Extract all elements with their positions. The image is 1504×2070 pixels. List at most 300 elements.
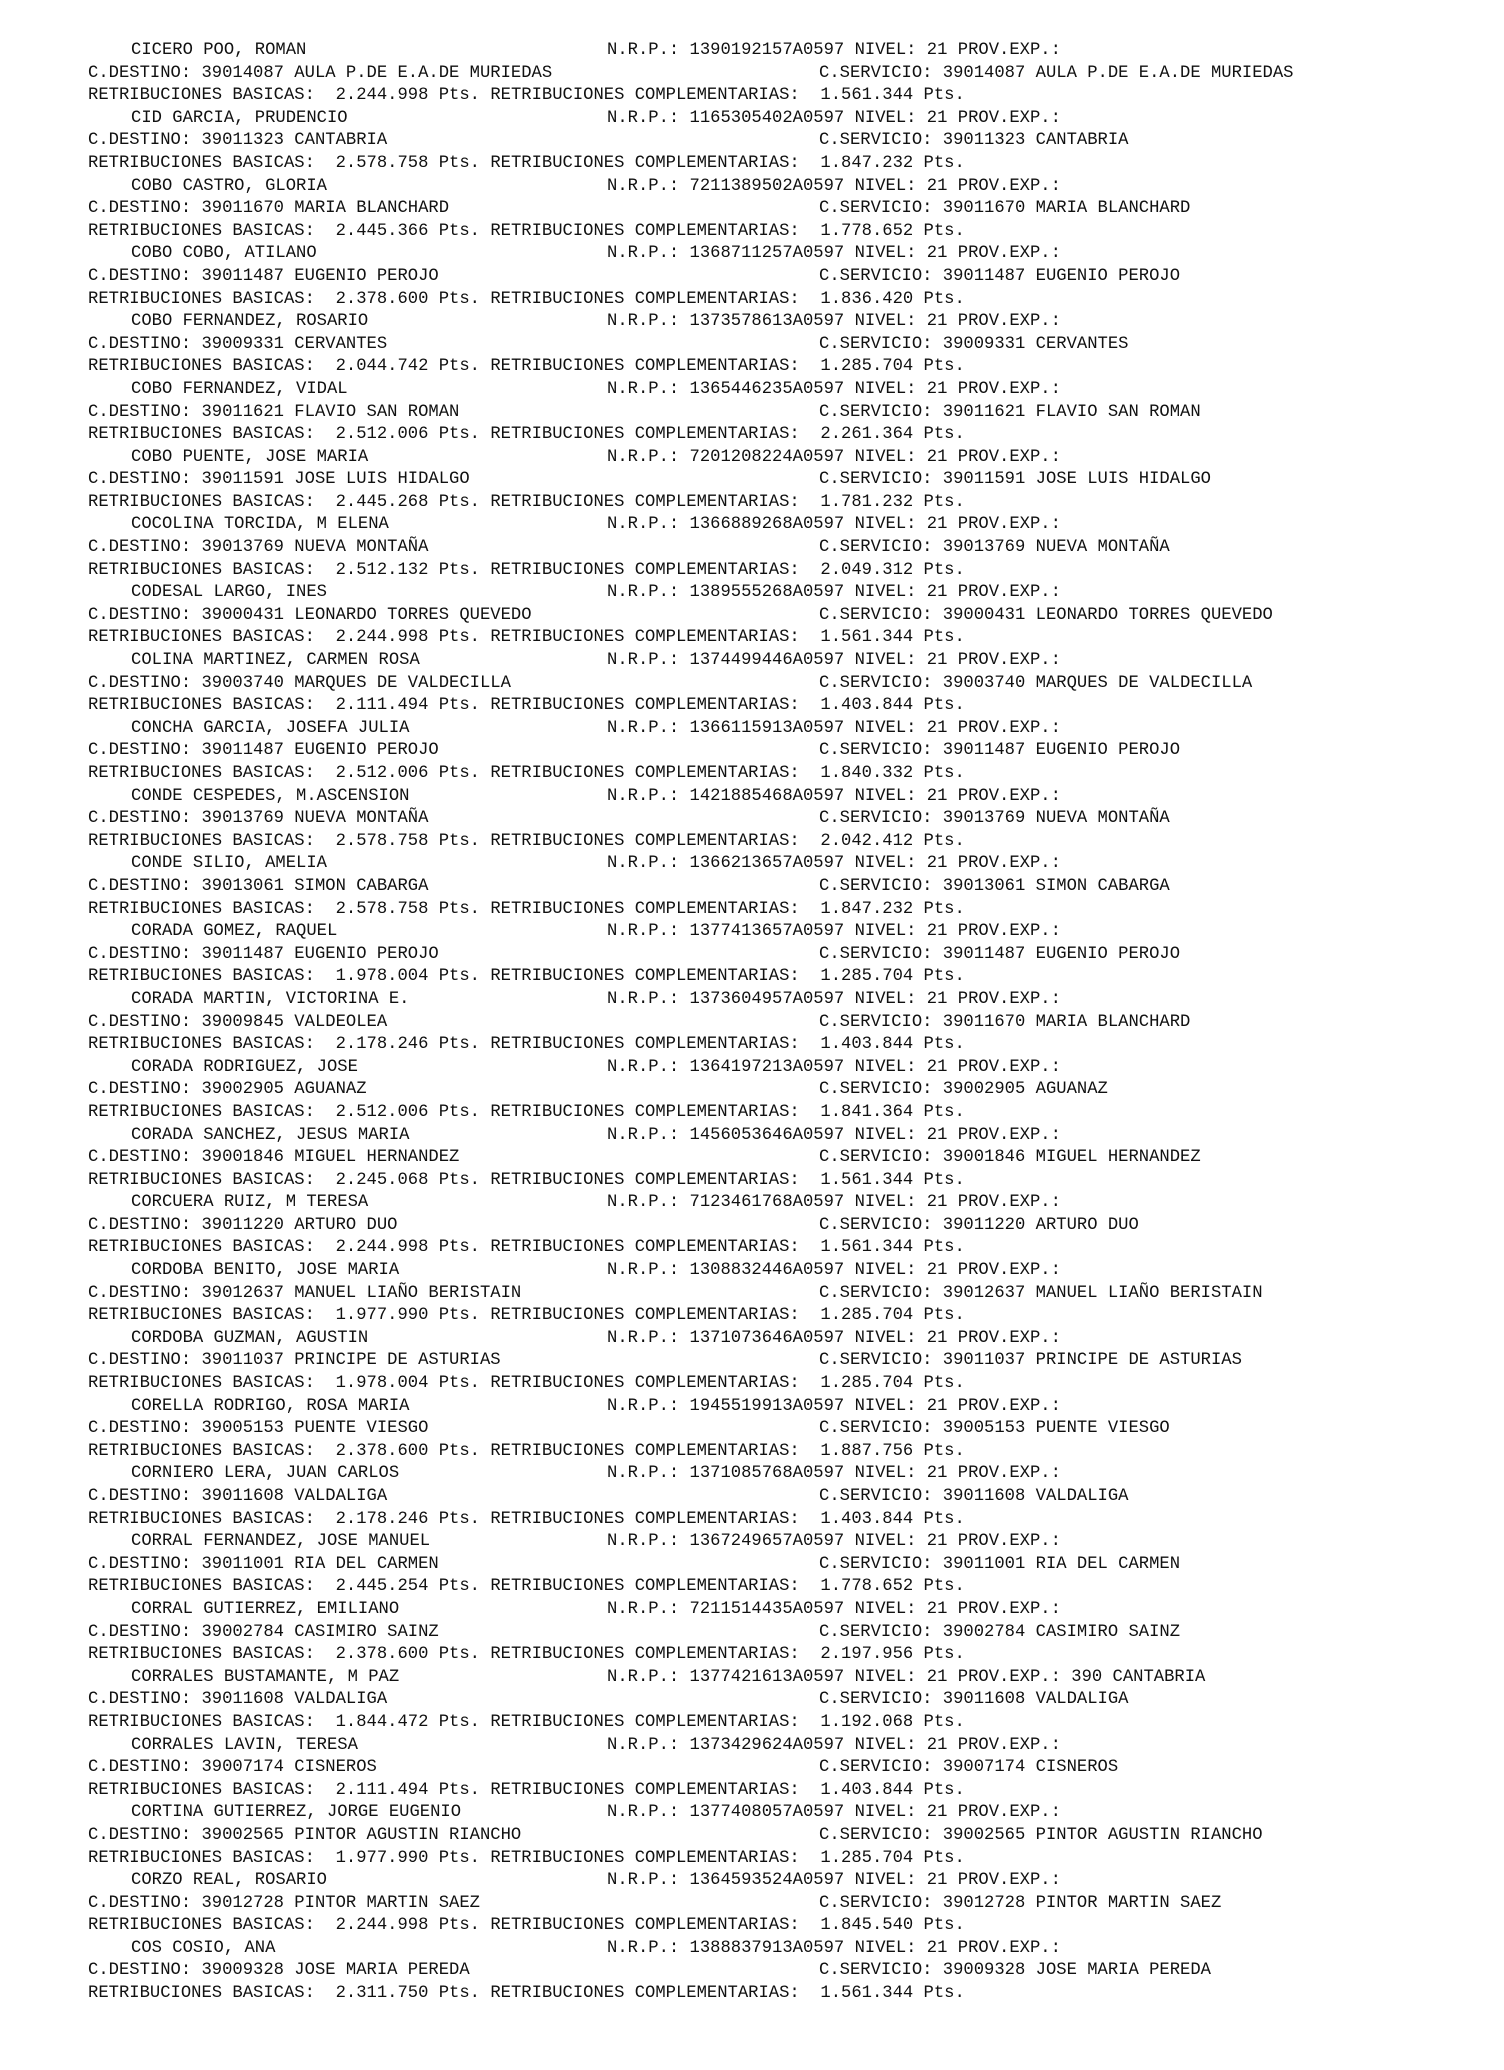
employee-record <box>88 1463 1488 1531</box>
servicio-field <box>819 130 1128 153</box>
employee-name: COBO COBO, ATILANO <box>131 244 317 264</box>
nivel-value: 21 <box>926 1193 948 1213</box>
record-name-line <box>88 447 1488 470</box>
servicio-value: 39011323 CANTABRIA <box>942 131 1129 151</box>
nrp-label: N.R.P.: <box>607 447 680 467</box>
pts-unit: Pts. <box>923 1780 965 1800</box>
servicio-label: C.SERVICIO: <box>819 876 933 896</box>
nivel-label: NIVEL: <box>854 1464 917 1484</box>
nrp-value: 1377413657A0597 <box>689 922 845 942</box>
complementarias-value: 1.561.344 <box>820 1238 914 1258</box>
employee-record <box>88 108 1488 176</box>
servicio-value: 39002905 AGUANAZ <box>942 1080 1108 1100</box>
servicio-value: 39011670 MARIA BLANCHARD <box>942 199 1191 219</box>
destino-field <box>88 1960 470 1983</box>
nrp-label: N.R.P.: <box>607 1193 680 1213</box>
registration-info <box>607 1667 1205 1690</box>
prov-label: PROV.EXP.: <box>957 583 1061 603</box>
record-destination-line <box>88 402 1488 425</box>
pts-unit: Pts. <box>438 221 480 241</box>
pts-unit: Pts. <box>923 1848 965 1868</box>
nrp-value: 7211514435A0597 <box>689 1599 845 1619</box>
nivel-label: NIVEL: <box>854 583 917 603</box>
employee-name: CONDE SILIO, AMELIA <box>131 854 327 874</box>
servicio-label: C.SERVICIO: <box>819 809 933 829</box>
basicas-label: RETRIBUCIONES BASICAS: <box>88 831 315 851</box>
servicio-label: C.SERVICIO: <box>819 1893 933 1913</box>
basicas-label: RETRIBUCIONES BASICAS: <box>88 289 315 309</box>
basicas-label: RETRIBUCIONES BASICAS: <box>88 967 315 987</box>
destino-value: 39013769 NUEVA MONTAÑA <box>201 809 429 829</box>
nivel-value: 21 <box>926 176 948 196</box>
destino-field <box>88 605 532 628</box>
prov-label: PROV.EXP.: <box>957 1396 1061 1416</box>
servicio-value: 39000431 LEONARDO TORRES QUEVEDO <box>942 605 1273 625</box>
prov-label: PROV.EXP.: <box>957 854 1061 874</box>
nrp-label: N.R.P.: <box>607 176 680 196</box>
complementarias-value: 1.778.652 <box>820 221 914 241</box>
nivel-label: NIVEL: <box>854 651 917 671</box>
pts-unit: Pts. <box>923 425 965 445</box>
record-salary-line <box>88 1373 1488 1396</box>
servicio-label: C.SERVICIO: <box>819 1487 933 1506</box>
registration-info <box>607 243 1061 266</box>
prov-label: PROV.EXP.: <box>957 176 1061 196</box>
destino-label: C.DESTINO: <box>88 199 192 219</box>
record-name-line <box>88 1599 1488 1622</box>
servicio-field <box>819 266 1180 289</box>
basicas-value: 1.977.990 <box>335 1306 429 1326</box>
complementarias-label: RETRIBUCIONES COMPLEMENTARIAS: <box>490 425 800 445</box>
record-name-line <box>88 1667 1488 1690</box>
pts-unit: Pts. <box>923 628 965 648</box>
pts-unit: Pts. <box>438 1238 480 1258</box>
employee-name: COLINA MARTINEZ, CARMEN ROSA <box>131 651 420 671</box>
destino-field <box>88 876 428 899</box>
servicio-value: 39011621 FLAVIO SAN ROMAN <box>942 402 1201 422</box>
record-destination-line <box>88 469 1488 492</box>
servicio-value: 39011487 EUGENIO PEROJO <box>942 266 1181 286</box>
pts-unit: Pts. <box>923 967 965 987</box>
employee-record <box>88 582 1488 650</box>
record-name-line <box>88 108 1488 131</box>
registration-info <box>607 1870 1061 1893</box>
record-salary-line <box>88 1305 1488 1328</box>
record-destination-line <box>88 673 1488 696</box>
record-name-line <box>88 989 1488 1012</box>
registration-info <box>607 1463 1061 1486</box>
nrp-label: N.R.P.: <box>607 651 680 671</box>
employee-name: CORADA RODRIGUEZ, JOSE <box>131 1057 358 1077</box>
destino-field <box>88 334 387 357</box>
nivel-value: 21 <box>926 1803 948 1823</box>
registration-info <box>607 1938 1061 1961</box>
prov-label: PROV.EXP.: <box>957 41 1061 60</box>
basicas-value: 2.445.254 <box>335 1577 429 1597</box>
complementarias-value: 1.403.844 <box>820 1780 914 1800</box>
record-name-line <box>88 1260 1488 1283</box>
pts-unit: Pts. <box>923 86 965 106</box>
destino-label: C.DESTINO: <box>88 1215 192 1235</box>
nivel-label: NIVEL: <box>854 312 917 332</box>
basicas-value: 2.244.998 <box>335 628 429 648</box>
nrp-value: 7123461768A0597 <box>689 1193 845 1213</box>
destino-label: C.DESTINO: <box>88 1961 192 1981</box>
record-destination-line <box>88 808 1488 831</box>
record-destination-line <box>88 1215 1488 1238</box>
record-destination-line <box>88 605 1488 628</box>
employee-name: CORNIERO LERA, JUAN CARLOS <box>131 1464 400 1484</box>
nrp-value: 1364593524A0597 <box>689 1871 845 1891</box>
complementarias-label: RETRIBUCIONES COMPLEMENTARIAS: <box>490 1916 800 1936</box>
pts-unit: Pts. <box>923 289 965 309</box>
basicas-value: 2.445.366 <box>335 221 429 241</box>
nrp-label: N.R.P.: <box>607 854 680 874</box>
prov-label: PROV.EXP.: <box>957 515 1061 535</box>
basicas-label: RETRIBUCIONES BASICAS: <box>88 1238 315 1258</box>
registration-info <box>607 1531 1061 1554</box>
pts-unit: Pts. <box>438 357 480 377</box>
employee-record <box>88 1667 1488 1735</box>
employee-name: CORADA GOMEZ, RAQUEL <box>131 922 338 942</box>
employee-name: CODESAL LARGO, INES <box>131 583 327 603</box>
record-salary-line <box>88 153 1488 176</box>
destino-label: C.DESTINO: <box>88 538 192 558</box>
registration-info <box>607 40 1061 63</box>
destino-label: C.DESTINO: <box>88 470 192 490</box>
nivel-label: NIVEL: <box>854 1261 917 1281</box>
record-destination-line <box>88 740 1488 763</box>
nrp-label: N.R.P.: <box>607 244 680 264</box>
employee-record <box>88 1735 1488 1803</box>
basicas-label: RETRIBUCIONES BASICAS: <box>88 1102 315 1122</box>
pts-unit: Pts. <box>923 1577 965 1597</box>
basicas-label: RETRIBUCIONES BASICAS: <box>88 86 315 106</box>
nrp-value: 1388837913A0597 <box>689 1938 845 1958</box>
record-salary-line <box>88 1915 1488 1938</box>
record-salary-line <box>88 1644 1488 1667</box>
nrp-value: 1945519913A0597 <box>689 1396 845 1416</box>
basicas-label: RETRIBUCIONES BASICAS: <box>88 1441 315 1461</box>
nrp-label: N.R.P.: <box>607 922 680 942</box>
nivel-value: 21 <box>926 515 948 535</box>
servicio-label: C.SERVICIO: <box>819 1961 933 1981</box>
servicio-value: 39011670 MARIA BLANCHARD <box>942 1012 1191 1032</box>
nivel-value: 21 <box>926 1464 948 1484</box>
destino-label: C.DESTINO: <box>88 1487 192 1506</box>
servicio-value: 39011487 EUGENIO PEROJO <box>942 741 1181 761</box>
record-name-line <box>88 1192 1488 1215</box>
servicio-label: C.SERVICIO: <box>819 1825 933 1845</box>
record-name-line <box>88 1870 1488 1893</box>
employee-name: CID GARCIA, PRUDENCIO <box>131 108 348 128</box>
employee-record <box>88 1057 1488 1125</box>
nrp-value: 1365446235A0597 <box>689 379 845 399</box>
prov-label: PROV.EXP.: <box>957 1735 1061 1755</box>
complementarias-label: RETRIBUCIONES COMPLEMENTARIAS: <box>490 1577 800 1597</box>
nivel-label: NIVEL: <box>854 1735 917 1755</box>
prov-label: PROV.EXP.: <box>957 244 1061 264</box>
nrp-value: 7211389502A0597 <box>689 176 845 196</box>
destino-field <box>88 63 552 86</box>
personnel-listing <box>88 40 1488 2006</box>
record-name-line <box>88 582 1488 605</box>
servicio-field <box>819 1622 1180 1645</box>
destino-value: 39002784 CASIMIRO SAINZ <box>201 1622 439 1642</box>
complementarias-value: 2.049.312 <box>820 560 914 580</box>
destino-value: 39014087 AULA P.DE E.A.DE MURIEDAS <box>201 63 553 83</box>
employee-name: CONCHA GARCIA, JOSEFA JULIA <box>131 718 410 738</box>
complementarias-value: 1.403.844 <box>820 1509 914 1529</box>
nrp-value: 1367249657A0597 <box>689 1532 845 1552</box>
employee-record <box>88 1125 1488 1193</box>
complementarias-label: RETRIBUCIONES COMPLEMENTARIAS: <box>490 899 800 919</box>
basicas-value: 2.244.998 <box>335 1238 429 1258</box>
nrp-value: 1366889268A0597 <box>689 515 845 535</box>
nrp-label: N.R.P.: <box>607 41 680 60</box>
complementarias-label: RETRIBUCIONES COMPLEMENTARIAS: <box>490 289 800 309</box>
nrp-value: 1371085768A0597 <box>689 1464 845 1484</box>
destino-field <box>88 1486 387 1509</box>
complementarias-value: 1.285.704 <box>820 1848 914 1868</box>
servicio-field <box>819 198 1190 221</box>
prov-label: PROV.EXP.: <box>957 1125 1061 1145</box>
record-name-line <box>88 40 1488 63</box>
record-salary-line <box>88 1102 1488 1125</box>
nrp-value: 1165305402A0597 <box>689 108 845 128</box>
prov-label: PROV.EXP.: <box>957 1667 1061 1687</box>
basicas-value: 2.311.750 <box>335 1984 429 2004</box>
record-destination-line <box>88 1012 1488 1035</box>
complementarias-label: RETRIBUCIONES COMPLEMENTARIAS: <box>490 1374 800 1394</box>
basicas-value: 2.111.494 <box>335 696 429 716</box>
pts-unit: Pts. <box>438 1645 480 1665</box>
prov-label: PROV.EXP.: <box>957 1532 1061 1552</box>
complementarias-label: RETRIBUCIONES COMPLEMENTARIAS: <box>490 628 800 648</box>
nrp-value: 1366213657A0597 <box>689 854 845 874</box>
complementarias-label: RETRIBUCIONES COMPLEMENTARIAS: <box>490 1984 800 2004</box>
prov-value: 390 CANTABRIA <box>1071 1667 1206 1687</box>
prov-label: PROV.EXP.: <box>957 786 1061 806</box>
record-name-line <box>88 176 1488 199</box>
basicas-value: 2.378.600 <box>335 1645 429 1665</box>
servicio-field <box>819 63 1293 86</box>
employee-name: CORRALES BUSTAMANTE, M PAZ <box>131 1667 400 1687</box>
nrp-value: 1364197213A0597 <box>689 1057 845 1077</box>
nivel-label: NIVEL: <box>854 1532 917 1552</box>
servicio-field <box>819 1825 1263 1848</box>
record-salary-line <box>88 424 1488 447</box>
nrp-value: 1421885468A0597 <box>689 786 845 806</box>
destino-value: 39011037 PRINCIPE DE ASTURIAS <box>201 1351 501 1371</box>
complementarias-label: RETRIBUCIONES COMPLEMENTARIAS: <box>490 831 800 851</box>
destino-label: C.DESTINO: <box>88 605 192 625</box>
servicio-field <box>819 1960 1211 1983</box>
complementarias-label: RETRIBUCIONES COMPLEMENTARIAS: <box>490 1509 800 1529</box>
destino-value: 39002565 PINTOR AGUSTIN RIANCHO <box>201 1825 522 1845</box>
complementarias-value: 1.561.344 <box>820 1170 914 1190</box>
basicas-label: RETRIBUCIONES BASICAS: <box>88 1170 315 1190</box>
record-name-line <box>88 514 1488 537</box>
servicio-value: 39013061 SIMON CABARGA <box>942 876 1170 896</box>
registration-info <box>607 311 1061 334</box>
servicio-value: 39014087 AULA P.DE E.A.DE MURIEDAS <box>942 63 1294 83</box>
servicio-label: C.SERVICIO: <box>819 1215 933 1235</box>
nrp-label: N.R.P.: <box>607 1667 680 1687</box>
complementarias-value: 1.403.844 <box>820 1035 914 1055</box>
servicio-field <box>819 1147 1201 1170</box>
basicas-value: 2.111.494 <box>335 1780 429 1800</box>
basicas-label: RETRIBUCIONES BASICAS: <box>88 1374 315 1394</box>
destino-value: 39011323 CANTABRIA <box>201 131 388 151</box>
record-destination-line <box>88 537 1488 560</box>
destino-label: C.DESTINO: <box>88 1758 192 1778</box>
destino-label: C.DESTINO: <box>88 944 192 964</box>
record-salary-line <box>88 1509 1488 1532</box>
servicio-label: C.SERVICIO: <box>819 741 933 761</box>
servicio-label: C.SERVICIO: <box>819 1080 933 1100</box>
servicio-field <box>819 1215 1139 1238</box>
pts-unit: Pts. <box>438 1102 480 1122</box>
employee-record <box>88 1396 1488 1464</box>
prov-label: PROV.EXP.: <box>957 1261 1061 1281</box>
nrp-label: N.R.P.: <box>607 718 680 738</box>
prov-label: PROV.EXP.: <box>957 1193 1061 1213</box>
destino-label: C.DESTINO: <box>88 63 192 83</box>
complementarias-value: 1.840.332 <box>820 764 914 783</box>
destino-label: C.DESTINO: <box>88 1283 192 1303</box>
prov-label: PROV.EXP.: <box>957 312 1061 332</box>
nivel-value: 21 <box>926 108 948 128</box>
nrp-value: 1373578613A0597 <box>689 312 845 332</box>
complementarias-label: RETRIBUCIONES COMPLEMENTARIAS: <box>490 492 800 512</box>
pts-unit: Pts. <box>438 1170 480 1190</box>
pts-unit: Pts. <box>923 696 965 716</box>
record-name-line <box>88 311 1488 334</box>
nrp-value: 1373604957A0597 <box>689 989 845 1009</box>
pts-unit: Pts. <box>923 560 965 580</box>
complementarias-label: RETRIBUCIONES COMPLEMENTARIAS: <box>490 153 800 173</box>
pts-unit: Pts. <box>923 1170 965 1190</box>
record-name-line <box>88 1125 1488 1148</box>
complementarias-value: 1.778.652 <box>820 1577 914 1597</box>
servicio-label: C.SERVICIO: <box>819 266 933 286</box>
destino-field <box>88 198 449 221</box>
employee-record <box>88 1938 1488 2006</box>
registration-info <box>607 718 1061 741</box>
servicio-value: 39011487 EUGENIO PEROJO <box>942 944 1181 964</box>
pts-unit: Pts. <box>438 492 480 512</box>
employee-name: CORADA MARTIN, VICTORINA E. <box>131 989 410 1009</box>
basicas-value: 2.178.246 <box>335 1035 429 1055</box>
prov-label: PROV.EXP.: <box>957 989 1061 1009</box>
destino-value: 39013061 SIMON CABARGA <box>201 876 429 896</box>
servicio-field <box>819 944 1180 967</box>
nrp-label: N.R.P.: <box>607 1532 680 1552</box>
employee-name: CORADA SANCHEZ, JESUS MARIA <box>131 1125 410 1145</box>
basicas-label: RETRIBUCIONES BASICAS: <box>88 1848 315 1868</box>
pts-unit: Pts. <box>438 1577 480 1597</box>
basicas-label: RETRIBUCIONES BASICAS: <box>88 1577 315 1597</box>
employee-record <box>88 447 1488 515</box>
pts-unit: Pts. <box>438 1916 480 1936</box>
employee-name: CONDE CESPEDES, M.ASCENSION <box>131 786 410 806</box>
servicio-field <box>819 876 1170 899</box>
complementarias-value: 1.561.344 <box>820 628 914 648</box>
nivel-value: 21 <box>926 718 948 738</box>
destino-value: 39011487 EUGENIO PEROJO <box>201 266 439 286</box>
nrp-label: N.R.P.: <box>607 1261 680 1281</box>
nrp-label: N.R.P.: <box>607 1464 680 1484</box>
record-salary-line <box>88 1441 1488 1464</box>
pts-unit: Pts. <box>438 153 480 173</box>
registration-info <box>607 1396 1061 1419</box>
destino-field <box>88 402 459 425</box>
complementarias-label: RETRIBUCIONES COMPLEMENTARIAS: <box>490 1035 800 1055</box>
record-destination-line <box>88 198 1488 221</box>
destino-field <box>88 1350 501 1373</box>
servicio-value: 39012728 PINTOR MARTIN SAEZ <box>942 1893 1222 1913</box>
record-destination-line <box>88 334 1488 357</box>
nrp-label: N.R.P.: <box>607 379 680 399</box>
destino-field <box>88 1893 480 1916</box>
nivel-label: NIVEL: <box>854 447 917 467</box>
servicio-label: C.SERVICIO: <box>819 944 933 964</box>
servicio-label: C.SERVICIO: <box>819 1351 933 1371</box>
pts-unit: Pts. <box>438 1035 480 1055</box>
record-name-line <box>88 853 1488 876</box>
destino-value: 39011591 JOSE LUIS HIDALGO <box>201 470 470 490</box>
basicas-label: RETRIBUCIONES BASICAS: <box>88 1645 315 1665</box>
servicio-field <box>819 1283 1263 1306</box>
servicio-field <box>819 469 1211 492</box>
basicas-label: RETRIBUCIONES BASICAS: <box>88 628 315 648</box>
pts-unit: Pts. <box>923 1102 965 1122</box>
prov-label: PROV.EXP.: <box>957 1057 1061 1077</box>
employee-record <box>88 1192 1488 1260</box>
complementarias-label: RETRIBUCIONES COMPLEMENTARIAS: <box>490 1780 800 1800</box>
nrp-value: 1456053646A0597 <box>689 1125 845 1145</box>
complementarias-value: 1.836.420 <box>820 289 914 309</box>
record-destination-line <box>88 1486 1488 1509</box>
nivel-value: 21 <box>926 989 948 1009</box>
destino-value: 39011608 VALDALIGA <box>201 1690 388 1710</box>
destino-value: 39012728 PINTOR MARTIN SAEZ <box>201 1893 480 1913</box>
nivel-label: NIVEL: <box>854 1599 917 1619</box>
nivel-value: 21 <box>926 1261 948 1281</box>
complementarias-label: RETRIBUCIONES COMPLEMENTARIAS: <box>490 86 800 106</box>
destino-field <box>88 266 439 289</box>
prov-label: PROV.EXP.: <box>957 1871 1061 1891</box>
destino-label: C.DESTINO: <box>88 1554 192 1574</box>
employee-name: COBO CASTRO, GLORIA <box>131 176 327 196</box>
destino-field <box>88 1283 521 1306</box>
nrp-value: 1390192157A0597 <box>689 41 845 60</box>
complementarias-value: 1.561.344 <box>820 1984 914 2004</box>
nrp-label: N.R.P.: <box>607 1057 680 1077</box>
servicio-label: C.SERVICIO: <box>819 1012 933 1032</box>
registration-info <box>607 786 1061 809</box>
record-salary-line <box>88 1237 1488 1260</box>
record-name-line <box>88 1463 1488 1486</box>
destino-value: 39011001 RIA DEL CARMEN <box>201 1554 439 1574</box>
nrp-label: N.R.P.: <box>607 1396 680 1416</box>
destino-field <box>88 1554 439 1577</box>
record-salary-line <box>88 1170 1488 1193</box>
nivel-label: NIVEL: <box>854 1938 917 1958</box>
destino-value: 39011220 ARTURO DUO <box>201 1215 398 1235</box>
employee-record <box>88 1599 1488 1667</box>
